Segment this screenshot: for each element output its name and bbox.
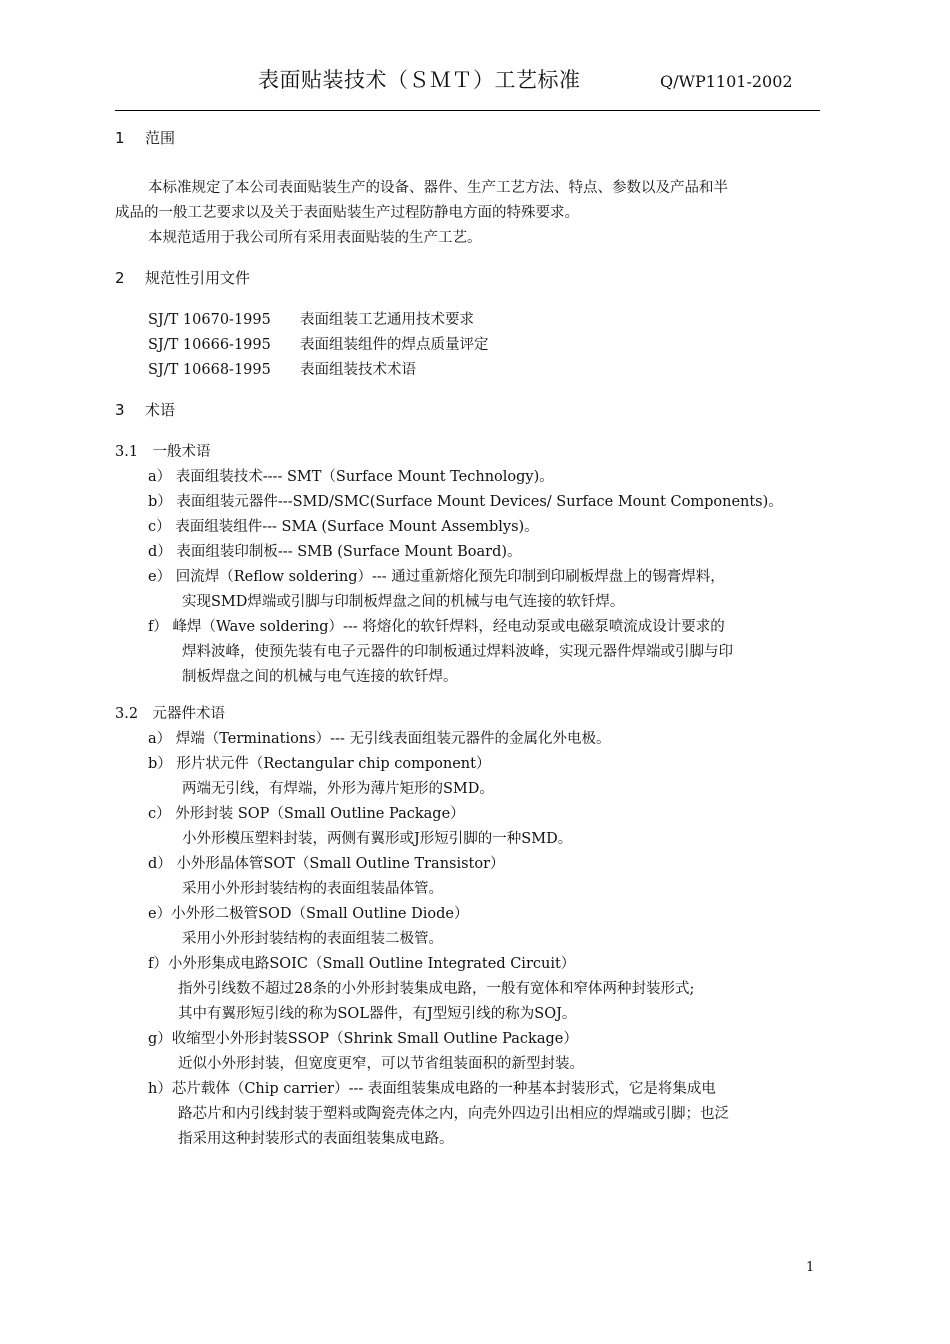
term-item: f）小外形集成电路SOIC（Small Outline Integrated Circuit） <box>148 956 576 972</box>
term-item-continuation: 其中有翼形短引线的称为SOL器件，有J型短引线的称为SOJ。 <box>178 1006 577 1022</box>
term-item-continuation: 实现SMD焊端或引脚与印制板焊盘之间的机械与电气连接的软钎焊。 <box>182 594 625 610</box>
section-heading-references <box>115 268 250 288</box>
scope-paragraph-line: 本规范适用于我公司所有采用表面贴装的生产工艺。 <box>148 230 482 246</box>
term-item-continuation: 两端无引线，有焊端，外形为薄片矩形的SMD。 <box>182 781 494 797</box>
reference-title: 表面组装工艺通用技术要求 <box>300 312 474 328</box>
term-item: f） 峰焊（Wave soldering）--- 将熔化的软钎焊料，经电动泵或电磁泵喷流成设计要求的 <box>148 619 725 635</box>
page-number: 1 <box>806 1260 815 1275</box>
term-item-continuation: 采用小外形封装结构的表面组装二极管。 <box>182 931 443 947</box>
term-item: g）收缩型小外形封装SSOP（Shrink Small Outline Package） <box>148 1031 578 1047</box>
term-item: d） 小外形晶体管SOT（Small Outline Transistor） <box>148 856 505 872</box>
scope-paragraph-line: 本标准规定了本公司表面贴装生产的设备、器件、生产工艺方法、特点、参数以及产品和半 <box>148 180 728 196</box>
reference-item <box>148 310 474 330</box>
term-item: d） 表面组装印制板--- SMB (Surface Mount Board)。 <box>148 544 522 560</box>
reference-code: SJ/T 10668-1995 <box>148 362 271 378</box>
reference-item <box>148 360 416 380</box>
reference-code: SJ/T 10670-1995 <box>148 312 271 328</box>
term-item-continuation: 路芯片和内引线封装于塑料或陶瓷壳体之内，向壳外四边引出相应的焊端或引脚；也泛 <box>178 1106 729 1122</box>
term-item-continuation: 指外引线数不超过28条的小外形封装集成电路，一般有宽体和窄体两种封装形式; <box>178 981 695 997</box>
reference-title: 表面组装技术术语 <box>300 362 416 378</box>
subsection-heading: 3.2 元器件术语 <box>115 706 226 722</box>
subsection-heading: 3.1 一般术语 <box>115 444 211 460</box>
term-item: c） 表面组装组件--- SMA (Surface Mount Assemblys)。 <box>148 519 539 535</box>
section-number: 2 <box>115 269 125 287</box>
reference-item <box>148 335 489 355</box>
document-title: 表面贴装技术（ＳＭＴ）工艺标准 <box>258 68 581 92</box>
term-item-continuation: 近似小外形封装，但宽度更窄，可以节省组装面积的新型封装。 <box>178 1056 584 1072</box>
section-heading-terms <box>115 400 175 420</box>
term-item: a） 焊端（Terminations）--- 无引线表面组装元器件的金属化外电极。 <box>148 731 611 747</box>
term-item: e）小外形二极管SOD（Small Outline Diode） <box>148 906 469 922</box>
term-item-continuation: 焊料波峰，使预先装有电子元器件的印制板通过焊料波峰，实现元器件焊端或引脚与印 <box>182 644 733 660</box>
term-item-continuation: 小外形模压塑料封装，两侧有翼形或J形短引脚的一种SMD。 <box>182 831 573 847</box>
scope-paragraph-line: 成品的一般工艺要求以及关于表面贴装生产过程防静电方面的特殊要求。 <box>115 205 579 221</box>
section-number: 1 <box>115 129 125 147</box>
term-item: a） 表面组装技术---- SMT（Surface Mount Technology)。 <box>148 469 554 485</box>
term-item: h）芯片载体（Chip carrier）--- 表面组装集成电路的一种基本封装形式，它是将集成电 <box>148 1081 716 1097</box>
section-title: 术语 <box>145 401 176 419</box>
term-item-continuation: 制板焊盘之间的机械与电气连接的软钎焊。 <box>182 669 458 685</box>
section-title: 规范性引用文件 <box>145 269 251 287</box>
term-item: c） 外形封装 SOP（Small Outline Package） <box>148 806 465 822</box>
term-item-continuation: 指采用这种封装形式的表面组装集成电路。 <box>178 1131 454 1147</box>
reference-title: 表面组装组件的焊点质量评定 <box>300 337 489 353</box>
section-number: 3 <box>115 401 125 419</box>
reference-code: SJ/T 10666-1995 <box>148 337 271 353</box>
term-item: b） 表面组装元器件---SMD/SMC(Surface Mount Devices/ Surface Mount Components)。 <box>148 494 783 510</box>
term-item-continuation: 采用小外形封装结构的表面组装晶体管。 <box>182 881 443 897</box>
term-item: e） 回流焊（Reflow soldering）--- 通过重新熔化预先印制到印刷板焊盘上的锡膏焊料， <box>148 569 725 585</box>
standard-code: Q/WP1101-2002 <box>660 72 793 91</box>
section-heading-scope <box>115 128 175 148</box>
term-item: b） 形片状元件（Rectangular chip component） <box>148 756 491 772</box>
header-divider <box>115 110 820 111</box>
section-title: 范围 <box>145 129 176 147</box>
